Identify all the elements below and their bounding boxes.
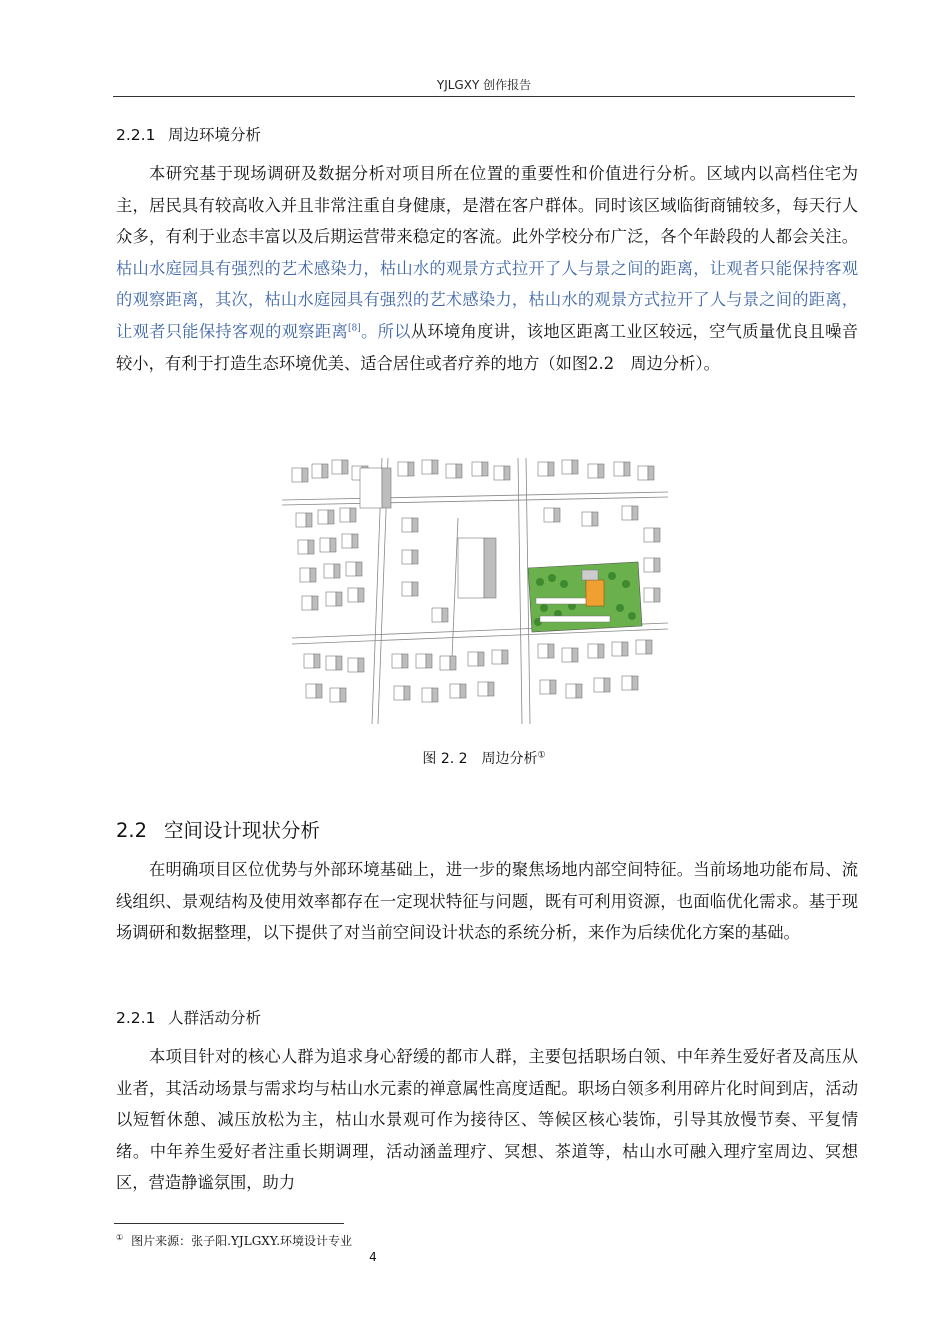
page-number: 4	[369, 1250, 377, 1264]
para-text-continued: 从环境角度讲，该地区距离工业区较远，空气质量优良且噪音较小，有利于打造生态环境优美、适合居住或者疗养的地方（如图2.2 周边分析）。	[116, 321, 858, 373]
footnote	[116, 1232, 352, 1249]
paragraph-crowd-activity: 本项目针对的核心人群为追求身心舒缓的都市人群，主要包括职场白领、中年养生爱好者及高压从业者，其活动场景与需求均与枯山水元素的禅意属性高度适配。职场白领多利用碎片化时间到店，活动以短暂休憩、减压放松为主，枯山水景观可作为接待区、等候区核心装饰，引导其放慢节奏、平复情绪。中年养生爱好者注重长期调理，活动涵盖理疗、冥想、茶道等，枯山水可融入理疗室周边、冥想区，营造静谧氛围，助力	[116, 1047, 858, 1193]
section-heading-crowd-activity	[116, 1006, 261, 1028]
paragraph-surroundings	[116, 158, 858, 379]
section-title: 周边环境分析	[168, 126, 262, 144]
caption-footnote-mark: ①	[537, 750, 546, 761]
section-heading-surroundings	[116, 123, 261, 145]
section-number: 2.2.1	[116, 126, 156, 144]
paragraph-space-analysis: 在明确项目区位优势与外部环境基础上，进一步的聚焦场地内部空间特征。当前场地功能布局、流线组织、景观结构及使用效率都存在一定现状特征与问题，既有可利用资源，也面临优化需求。基于现场调研和数据整理，以下提供了对当前空间设计状态的系统分析，来作为后续优化方案的基础。	[116, 860, 858, 943]
para-highlight-tail: 。所以	[360, 321, 411, 341]
footnote-mark: ①	[116, 1233, 124, 1242]
para-text: 本研究基于现场调研及数据分析对项目所在位置的重要性和价值进行分析。区域内以高档住宅为主，居民具有较高收入并且非常注重自身健康，是潜在客户群体。同时该区域临街商铺较多，每天行人众多，有利于业态丰富以及后期运营带来稳定的客流。此外学校分布广泛，各个年龄段的人都会关注。	[116, 164, 858, 247]
project-site	[528, 562, 642, 632]
figure-caption	[113, 748, 855, 768]
section-heading-space-analysis	[116, 815, 320, 843]
section-title: 人群活动分析	[168, 1009, 262, 1027]
site-analysis-figure	[282, 458, 668, 724]
citation-ref: [8]	[348, 323, 361, 334]
header-rule	[113, 96, 855, 97]
section-title: 空间设计现状分析	[164, 819, 321, 842]
section-number: 2.2.1	[116, 1009, 156, 1027]
footnote-text: 图片来源：张子阳.YJLGXY.环境设计专业	[131, 1234, 353, 1248]
para-highlight-text: 枯山水庭园具有强烈的艺术感染力，枯山水的观景方式拉开了人与景之间的距离，让观者只能保持客观的观察距离，其次，枯山水庭园具有强烈的艺术感染力，枯山水的观景方式拉开了人与景之间的距离，让观者只能保持客观的观察距离	[116, 258, 858, 341]
section-number: 2.2	[116, 819, 148, 842]
footnote-rule	[114, 1223, 344, 1224]
page-header: YJLGXY 创作报告	[436, 78, 532, 92]
caption-text: 图 2. 2 周边分析	[422, 751, 538, 767]
